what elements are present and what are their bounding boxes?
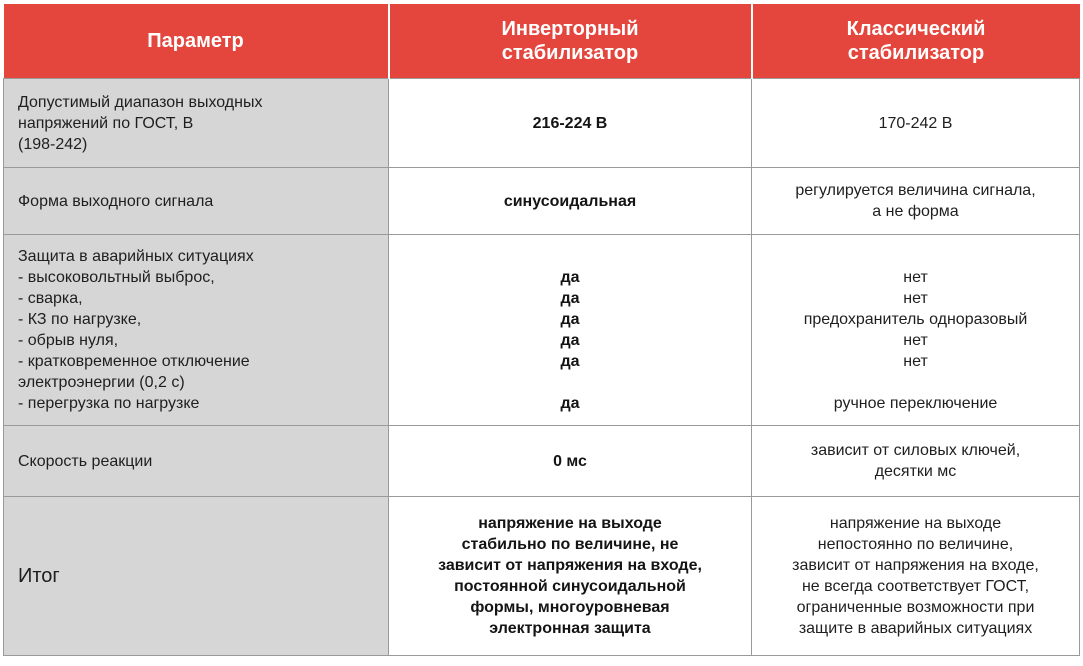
param-text: Скорость реакции (18, 452, 153, 470)
param-cell (4, 235, 389, 426)
inverter-cell (389, 79, 752, 168)
classic-value: непостоянно по величине, (817, 536, 1014, 553)
inverter-value: да (560, 353, 580, 370)
classic-value: ручное переключение (833, 395, 998, 412)
classic-value: десятки мс (874, 463, 957, 480)
classic-cell (752, 497, 1080, 656)
header-inverter-line-1: Инверторный (501, 18, 639, 40)
classic-value: 170-242 В (878, 114, 953, 132)
param-text: - высоковольтный выброс, (18, 269, 215, 286)
classic-value: напряжение на выходе (829, 515, 1002, 532)
row-reaction-speed (4, 426, 1080, 497)
param-cell (4, 79, 389, 168)
classic-value: нет (903, 332, 928, 349)
param-text: Форма выходного сигнала (18, 192, 214, 210)
inverter-value: да (560, 290, 580, 307)
param-text: Итог (18, 564, 60, 587)
header-row (4, 4, 1080, 79)
inverter-cell (389, 235, 752, 426)
classic-cell (752, 79, 1080, 168)
inverter-value: синусоидальная (503, 192, 637, 210)
param-text: - сварка, (18, 290, 83, 307)
inverter-value: да (560, 332, 580, 349)
param-text: напряжений по ГОСТ, В (18, 114, 194, 132)
row-protection (4, 235, 1080, 426)
classic-value: зависит от силовых ключей, (810, 442, 1021, 459)
classic-value: нет (903, 290, 928, 307)
classic-value: ограниченные возможности при (796, 599, 1035, 616)
classic-cell (752, 426, 1080, 497)
classic-value: зависит от напряжения на входе, (792, 557, 1039, 574)
row-summary (4, 497, 1080, 656)
inverter-value: 216-224 В (532, 114, 608, 132)
classic-value: нет (903, 353, 928, 370)
row-signal-form (4, 168, 1080, 235)
inverter-cell (389, 497, 752, 656)
param-text: электроэнергии (0,2 с) (18, 374, 185, 391)
header-inverter (389, 4, 752, 79)
comparison-table (3, 4, 1080, 656)
inverter-value: да (560, 269, 580, 286)
classic-value: не всегда соответствует ГОСТ, (801, 578, 1030, 595)
classic-cell (752, 168, 1080, 235)
classic-value: регулируется величина сигнала, (795, 182, 1036, 199)
classic-cell (752, 235, 1080, 426)
param-cell (4, 497, 389, 656)
header-parameter-label: Параметр (147, 30, 244, 52)
inverter-value: стабильно по величине, не (461, 536, 679, 553)
param-cell (4, 426, 389, 497)
header-parameter (4, 4, 389, 79)
param-text: Защита в аварийных ситуациях (18, 248, 254, 265)
row-voltage-range (4, 79, 1080, 168)
inverter-cell (389, 168, 752, 235)
inverter-value: 0 мс (553, 452, 587, 470)
classic-value: нет (903, 269, 928, 286)
classic-value: предохранитель одноразовый (803, 311, 1028, 328)
inverter-value: да (560, 395, 580, 412)
inverter-value: напряжение на выходе (478, 515, 662, 532)
param-text: - КЗ по нагрузке, (18, 311, 142, 328)
param-text: - кратковременное отключение (18, 353, 250, 370)
param-text: (198-242) (18, 135, 88, 153)
param-text: Допустимый диапазон выходных (18, 93, 263, 111)
param-text: - перегрузка по нагрузке (18, 395, 200, 412)
inverter-value: зависит от напряжения на входе, (438, 557, 702, 574)
header-classic-line-2: стабилизатор (847, 42, 985, 64)
classic-value: а не форма (872, 203, 959, 220)
header-inverter-line-2: стабилизатор (501, 42, 639, 64)
inverter-value: формы, многоуровневая (470, 599, 670, 616)
header-classic-line-1: Классический (846, 18, 986, 40)
inverter-value: да (560, 311, 580, 328)
param-cell (4, 168, 389, 235)
inverter-cell (389, 426, 752, 497)
header-classic (752, 4, 1080, 79)
inverter-value: постоянной синусоидальной (454, 578, 686, 595)
classic-value: защите в аварийных ситуациях (798, 620, 1033, 637)
param-text: - обрыв нуля, (18, 332, 119, 349)
inverter-value: электронная защита (489, 620, 651, 637)
